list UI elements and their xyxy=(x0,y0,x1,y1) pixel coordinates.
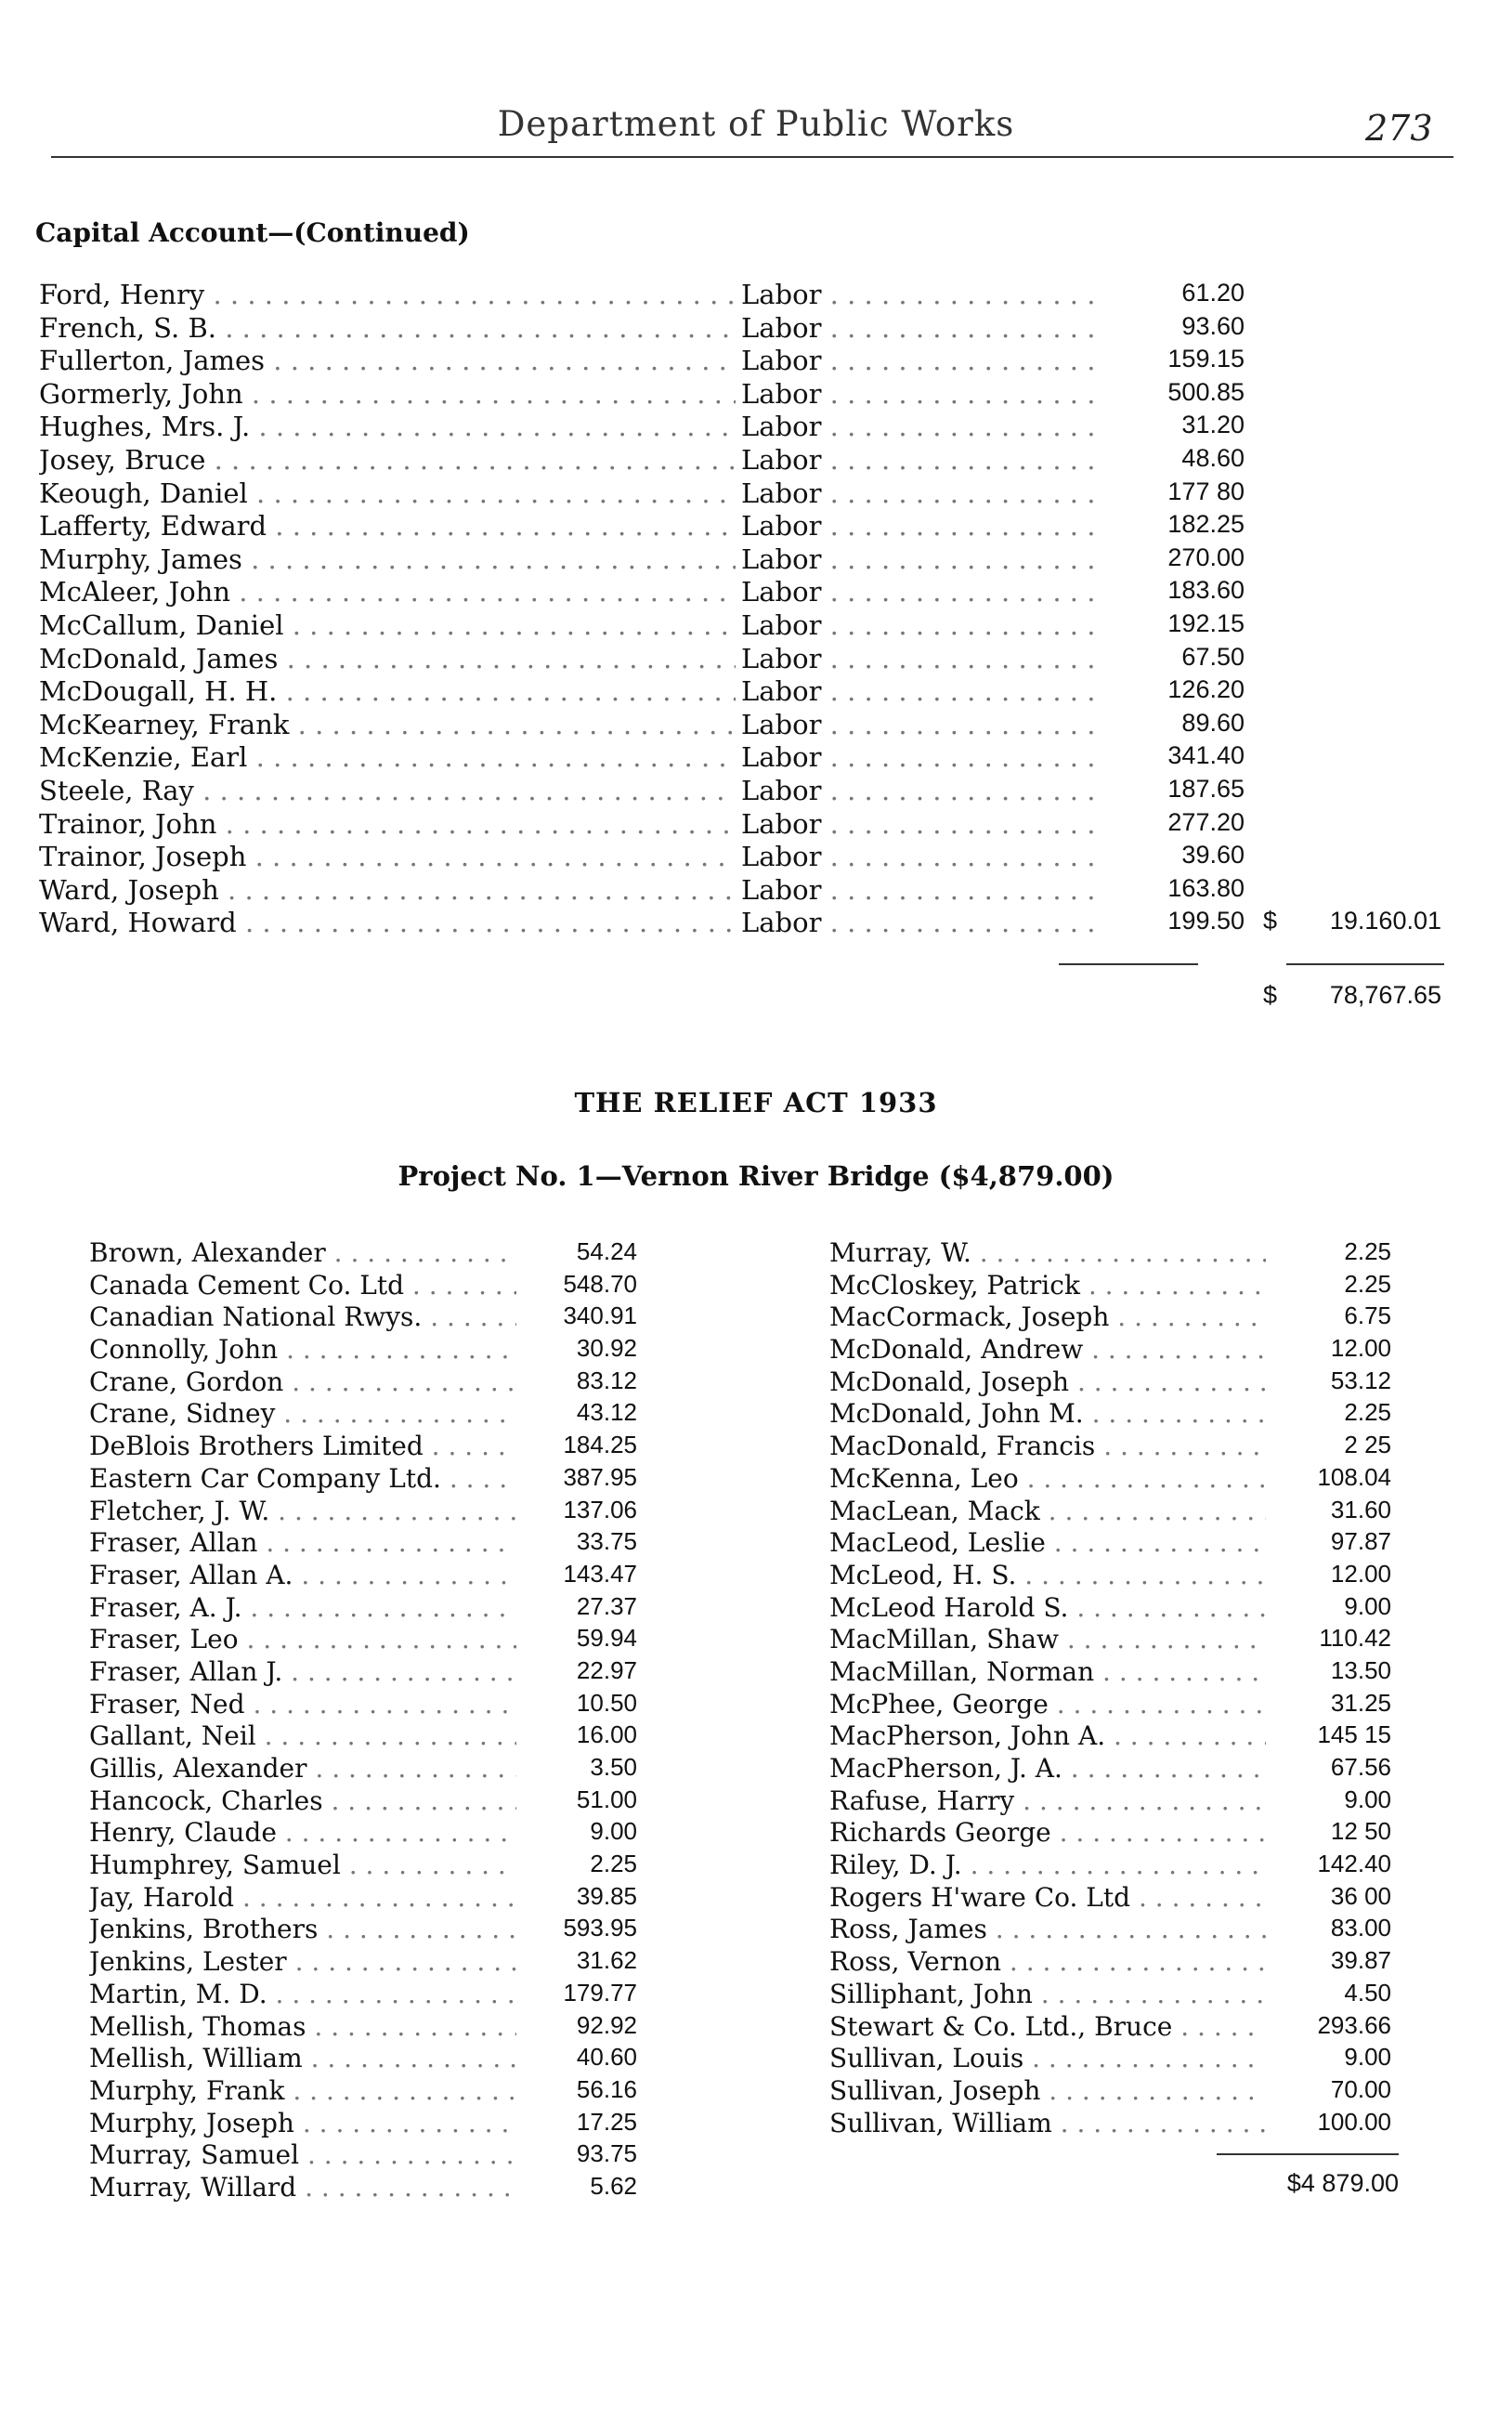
amount: 54.24 xyxy=(576,1237,637,1265)
amount: 110.42 xyxy=(1319,1624,1391,1653)
list-item xyxy=(89,1753,665,1785)
capital-row xyxy=(0,709,1512,742)
list-item xyxy=(89,1366,665,1399)
amount: 30.92 xyxy=(576,1334,637,1363)
amount: 40.60 xyxy=(576,2043,637,2072)
payee-name: MacPherson, John A. . . . xyxy=(829,1720,1266,1751)
payee-name: Murray, Samuel . . . xyxy=(89,2139,516,2170)
total-rule xyxy=(1286,963,1444,965)
payee-name: Mellish, William . . . xyxy=(89,2043,516,2073)
payee-name: Henry, Claude . . . xyxy=(89,1817,516,1848)
list-item xyxy=(89,1689,665,1721)
payee-name: Lafferty, Edward . . . xyxy=(39,510,736,542)
grand-total: 78,767.65 xyxy=(1329,981,1441,1009)
amount: 67.50 xyxy=(1181,642,1245,671)
amount: 39.87 xyxy=(1330,1946,1391,1975)
amount: 593.95 xyxy=(563,1914,637,1942)
list-item xyxy=(829,1301,1405,1334)
payee-name: Keough, Daniel . . . xyxy=(39,477,736,509)
payment-type: Labor . . . xyxy=(741,808,1094,840)
list-item xyxy=(89,1527,665,1560)
capital-row xyxy=(0,609,1512,643)
payee-name: Connolly, John . . . xyxy=(89,1334,516,1365)
amount: 108.04 xyxy=(1317,1462,1391,1491)
payee-name: Sullivan, William . . . xyxy=(829,2108,1266,2138)
amount: 12 50 xyxy=(1330,1817,1391,1846)
amount: 13.50 xyxy=(1330,1655,1391,1684)
payee-name: Trainor, John . . . xyxy=(39,808,736,840)
list-item xyxy=(89,1270,665,1302)
list-item xyxy=(89,1850,665,1882)
amount: 31.60 xyxy=(1330,1495,1391,1523)
payee-name: McKenzie, Earl . . . xyxy=(39,741,736,773)
capital-row xyxy=(0,543,1512,577)
amount: 39.85 xyxy=(576,1881,637,1910)
amount: 548.70 xyxy=(563,1269,637,1298)
amount: 39.60 xyxy=(1181,841,1245,870)
relief-right-column xyxy=(829,1237,1405,2139)
amount: 16.00 xyxy=(576,1720,637,1749)
amount: 22.97 xyxy=(576,1655,637,1684)
amount: 270.00 xyxy=(1167,543,1245,571)
payee-name: Murphy, Frank . . . xyxy=(89,2075,516,2106)
list-item xyxy=(89,2139,665,2172)
payment-type: Labor . . . xyxy=(741,543,1094,575)
payee-name: Ross, James . . . xyxy=(829,1914,1266,1944)
amount: 93.75 xyxy=(576,2139,637,2168)
dollar-sign: $ xyxy=(1263,907,1278,935)
amount: 56.16 xyxy=(576,2074,637,2103)
payee-name: McLeod Harold S. . . . xyxy=(829,1592,1266,1623)
list-item xyxy=(829,1398,1405,1431)
payee-name: Jay, Harold . . . xyxy=(89,1882,516,1913)
capital-account-list xyxy=(0,279,1512,940)
amount: 31.62 xyxy=(576,1946,637,1975)
amount: 9.00 xyxy=(1344,2043,1391,2072)
list-item xyxy=(829,1270,1405,1302)
amount: 70.00 xyxy=(1330,2074,1391,2103)
payee-name: Ford, Henry . . . xyxy=(39,279,736,310)
payee-name: Rafuse, Harry . . . xyxy=(829,1785,1266,1816)
payee-name: MacLeod, Leslie . . . xyxy=(829,1527,1266,1558)
payee-name: MacCormack, Joseph . . . xyxy=(829,1301,1266,1332)
payment-type: Labor . . . xyxy=(741,411,1094,442)
payee-name: McDonald, John M. . . . xyxy=(829,1398,1266,1429)
amount: 3.50 xyxy=(590,1753,637,1781)
payee-name: Josey, Bruce . . . xyxy=(39,444,736,476)
amount: 9.00 xyxy=(590,1817,637,1846)
amount: 177 80 xyxy=(1167,477,1245,505)
payee-name: McKenna, Leo . . . xyxy=(829,1463,1266,1494)
payee-name: McDonald, Joseph . . . xyxy=(829,1366,1266,1397)
amount: 2.25 xyxy=(1344,1398,1391,1427)
payee-name: Fullerton, James . . . xyxy=(39,345,736,376)
payee-name: Ward, Howard . . . xyxy=(39,907,736,938)
payee-name: McDougall, H. H. . . . xyxy=(39,675,736,707)
amount: 93.60 xyxy=(1181,311,1245,340)
payee-name: Ward, Joseph . . . xyxy=(39,874,736,906)
payment-type: Labor . . . xyxy=(741,609,1094,641)
relief-left-column xyxy=(89,1237,665,2204)
amount: 2 25 xyxy=(1344,1431,1391,1459)
amount: 142.40 xyxy=(1317,1850,1391,1878)
amount: 145 15 xyxy=(1317,1720,1391,1749)
payment-type: Labor . . . xyxy=(741,775,1094,806)
amount: 6.75 xyxy=(1344,1301,1391,1330)
payee-name: Murray, W. . . . xyxy=(829,1237,1266,1268)
payee-name: MacMillan, Shaw . . . xyxy=(829,1624,1266,1654)
capital-account-heading: Capital Account—(Continued) xyxy=(35,217,470,248)
payee-name: Rogers H'ware Co. Ltd . . . xyxy=(829,1882,1266,1913)
payee-name: Richards George . . . xyxy=(829,1817,1266,1848)
payee-name: Crane, Gordon . . . xyxy=(89,1366,516,1397)
amount: 183.60 xyxy=(1167,576,1245,605)
amount: 293.66 xyxy=(1317,2010,1391,2039)
capital-row xyxy=(0,907,1512,940)
payment-type: Labor . . . xyxy=(741,675,1094,707)
payee-name: McCloskey, Patrick . . . xyxy=(829,1270,1266,1301)
list-item xyxy=(89,1720,665,1753)
amount: 27.37 xyxy=(576,1591,637,1620)
list-item xyxy=(829,1720,1405,1753)
total-rule xyxy=(1217,2153,1399,2155)
capital-row xyxy=(0,643,1512,676)
payee-name: Ross, Vernon . . . xyxy=(829,1946,1266,1977)
amount: 12.00 xyxy=(1330,1559,1391,1588)
payment-type: Labor . . . xyxy=(741,907,1094,938)
payee-name: Gillis, Alexander . . . xyxy=(89,1753,516,1784)
amount: 10.50 xyxy=(576,1688,637,1717)
list-item xyxy=(89,1882,665,1915)
amount: 2.25 xyxy=(590,1850,637,1878)
payee-name: McLeod, H. S. . . . xyxy=(829,1560,1266,1590)
list-item xyxy=(89,1398,665,1431)
list-item xyxy=(89,2043,665,2075)
amount: 182.25 xyxy=(1167,510,1245,539)
capital-row xyxy=(0,477,1512,511)
amount: 83.00 xyxy=(1330,1914,1391,1942)
payee-name: Fraser, Allan . . . xyxy=(89,1527,516,1558)
amount: 48.60 xyxy=(1181,443,1245,472)
payment-type: Labor . . . xyxy=(741,874,1094,906)
payment-type: Labor . . . xyxy=(741,378,1094,410)
payee-name: DeBlois Brothers Limited . . . xyxy=(89,1431,516,1461)
list-item xyxy=(89,1624,665,1656)
payee-name: Gallant, Neil . . . xyxy=(89,1720,516,1751)
capital-row xyxy=(0,378,1512,412)
list-item xyxy=(829,1656,1405,1689)
amount: 387.95 xyxy=(563,1462,637,1491)
list-item xyxy=(89,1817,665,1850)
payee-name: Fraser, Ned . . . xyxy=(89,1689,516,1719)
amount: 89.60 xyxy=(1181,708,1245,737)
list-item xyxy=(829,1979,1405,2011)
payee-name: Jenkins, Lester . . . xyxy=(89,1946,516,1977)
payee-name: Crane, Sidney . . . xyxy=(89,1398,516,1429)
amount: 17.25 xyxy=(576,2107,637,2136)
payee-name: Hancock, Charles . . . xyxy=(89,1785,516,1816)
list-item xyxy=(89,1946,665,1979)
payment-type: Labor . . . xyxy=(741,741,1094,773)
page-number: 273 xyxy=(1365,108,1433,149)
payee-name: Trainor, Joseph . . . xyxy=(39,841,736,872)
payment-type: Labor . . . xyxy=(741,576,1094,608)
amount: 31.25 xyxy=(1330,1688,1391,1717)
capital-row xyxy=(0,345,1512,378)
list-item xyxy=(829,1334,1405,1366)
payee-name: Hughes, Mrs. J. . . . xyxy=(39,411,736,442)
list-item xyxy=(829,2011,1405,2044)
list-item xyxy=(89,1560,665,1592)
amount: 500.85 xyxy=(1167,377,1245,406)
amount: 126.20 xyxy=(1167,675,1245,704)
list-item xyxy=(89,2075,665,2108)
header-rule xyxy=(51,156,1453,158)
payee-name: MacMillan, Norman . . . xyxy=(829,1656,1266,1687)
amount: 341.40 xyxy=(1167,741,1245,770)
amount: 97.87 xyxy=(1330,1527,1391,1556)
payee-name: Canada Cement Co. Ltd . . . xyxy=(89,1270,516,1301)
list-item xyxy=(89,1656,665,1689)
payee-name: Jenkins, Brothers . . . xyxy=(89,1914,516,1944)
payee-name: Fraser, Allan A. . . . xyxy=(89,1560,516,1590)
capital-row xyxy=(0,808,1512,842)
payment-type: Labor . . . xyxy=(741,709,1094,740)
capital-row xyxy=(0,411,1512,444)
list-item xyxy=(89,1979,665,2011)
payee-name: French, S. B. . . . xyxy=(39,312,736,344)
payee-name: McKearney, Frank . . . xyxy=(39,709,736,740)
amount: 340.91 xyxy=(563,1301,637,1330)
payee-name: Fletcher, J. W. . . . xyxy=(89,1496,516,1526)
capital-row xyxy=(0,775,1512,808)
amount: 143.47 xyxy=(563,1559,637,1588)
total-rule xyxy=(1059,963,1198,965)
list-item xyxy=(829,1496,1405,1528)
payee-name: Eastern Car Company Ltd. . . . xyxy=(89,1463,516,1494)
list-item xyxy=(829,2075,1405,2108)
payee-name: Murray, Willard . . . xyxy=(89,2172,516,2203)
list-item xyxy=(89,1914,665,1946)
payee-name: McDonald, Andrew . . . xyxy=(829,1334,1266,1365)
amount: 36 00 xyxy=(1330,1881,1391,1910)
list-item xyxy=(89,1496,665,1528)
payee-name: Stewart & Co. Ltd., Bruce . . . xyxy=(829,2011,1266,2042)
amount: 187.65 xyxy=(1167,774,1245,803)
list-item xyxy=(89,1785,665,1818)
list-item xyxy=(829,1882,1405,1915)
payee-name: Sullivan, Louis . . . xyxy=(829,2043,1266,2073)
amount: 92.92 xyxy=(576,2010,637,2039)
list-item xyxy=(89,1592,665,1625)
capital-row xyxy=(0,444,1512,477)
list-item xyxy=(89,1237,665,1270)
payee-name: McAleer, John . . . xyxy=(39,576,736,608)
project-title: Project No. 1—Vernon River Bridge ($4,879.00) xyxy=(398,1160,1114,1192)
capital-row xyxy=(0,576,1512,609)
list-item xyxy=(829,1785,1405,1818)
amount: 9.00 xyxy=(1344,1785,1391,1813)
payment-type: Labor . . . xyxy=(741,643,1094,674)
list-item xyxy=(829,1946,1405,1979)
payee-name: Martin, M. D. . . . xyxy=(89,1979,516,2009)
capital-row xyxy=(0,312,1512,346)
list-item xyxy=(89,2108,665,2140)
list-item xyxy=(829,1592,1405,1625)
list-item xyxy=(829,1850,1405,1882)
payment-type: Labor . . . xyxy=(741,510,1094,542)
relief-act-title: THE RELIEF ACT 1933 xyxy=(574,1087,938,1118)
payee-name: Fraser, Leo . . . xyxy=(89,1624,516,1654)
amount: 31.20 xyxy=(1181,411,1245,439)
project-total: $4 879.00 xyxy=(1286,2169,1399,2197)
payment-type: Labor . . . xyxy=(741,444,1094,476)
amount: 100.00 xyxy=(1317,2107,1391,2136)
amount: 192.15 xyxy=(1167,608,1245,637)
payee-name: Sullivan, Joseph . . . xyxy=(829,2075,1266,2106)
list-item xyxy=(829,1914,1405,1946)
list-item xyxy=(829,1689,1405,1721)
payee-name: Murphy, James . . . xyxy=(39,543,736,575)
payee-name: Brown, Alexander . . . xyxy=(89,1237,516,1268)
amount: 163.80 xyxy=(1167,873,1245,902)
list-item xyxy=(89,2011,665,2044)
amount: 199.50 xyxy=(1167,907,1245,935)
payee-name: Fraser, Allan J. . . . xyxy=(89,1656,516,1687)
payment-type: Labor . . . xyxy=(741,841,1094,872)
amount: 53.12 xyxy=(1330,1366,1391,1394)
amount: 12.00 xyxy=(1330,1334,1391,1363)
amount: 137.06 xyxy=(563,1495,637,1523)
list-item xyxy=(89,2172,665,2204)
amount: 184.25 xyxy=(563,1431,637,1459)
payment-type: Labor . . . xyxy=(741,345,1094,376)
payee-name: MacDonald, Francis . . . xyxy=(829,1431,1266,1461)
capital-row xyxy=(0,675,1512,709)
list-item xyxy=(829,1237,1405,1270)
list-item xyxy=(829,1817,1405,1850)
capital-row xyxy=(0,874,1512,908)
list-item xyxy=(829,1753,1405,1785)
capital-row xyxy=(0,510,1512,543)
list-item xyxy=(829,2043,1405,2075)
payee-name: MacPherson, J. A. . . . xyxy=(829,1753,1266,1784)
payment-type: Labor . . . xyxy=(741,477,1094,509)
amount: 2.25 xyxy=(1344,1269,1391,1298)
payee-name: Riley, D. J. . . . xyxy=(829,1850,1266,1880)
list-item xyxy=(829,2108,1405,2140)
payee-name: McCallum, Daniel . . . xyxy=(39,609,736,641)
list-item xyxy=(89,1463,665,1496)
payee-name: Steele, Ray . . . xyxy=(39,775,736,806)
dollar-sign: $ xyxy=(1263,981,1278,1009)
payee-name: MacLean, Mack . . . xyxy=(829,1496,1266,1526)
list-item xyxy=(829,1624,1405,1656)
amount: 5.62 xyxy=(590,2171,637,2200)
list-item xyxy=(89,1301,665,1334)
payment-type: Labor . . . xyxy=(741,312,1094,344)
amount: 67.56 xyxy=(1330,1753,1391,1781)
amount: 59.94 xyxy=(576,1624,637,1653)
list-item xyxy=(829,1463,1405,1496)
amount: 9.00 xyxy=(1344,1591,1391,1620)
list-item xyxy=(829,1527,1405,1560)
list-item xyxy=(829,1366,1405,1399)
payee-name: Humphrey, Samuel . . . xyxy=(89,1850,516,1880)
amount: 83.12 xyxy=(576,1366,637,1394)
amount: 51.00 xyxy=(576,1785,637,1813)
payee-name: Gormerly, John . . . xyxy=(39,378,736,410)
list-item xyxy=(829,1560,1405,1592)
payee-name: Mellish, Thomas . . . xyxy=(89,2011,516,2042)
subtotal: 19.160.01 xyxy=(1329,907,1441,935)
payee-name: Murphy, Joseph . . . xyxy=(89,2108,516,2138)
capital-row xyxy=(0,279,1512,312)
amount: 277.20 xyxy=(1167,807,1245,836)
payee-name: McPhee, George . . . xyxy=(829,1689,1266,1719)
list-item xyxy=(89,1431,665,1463)
payee-name: Canadian National Rwys. . . . xyxy=(89,1301,516,1332)
payee-name: Silliphant, John . . . xyxy=(829,1979,1266,2009)
amount: 179.77 xyxy=(563,1978,637,2007)
page-header-title: Department of Public Works xyxy=(497,104,1015,144)
capital-row xyxy=(0,741,1512,775)
amount: 61.20 xyxy=(1181,279,1245,307)
list-item xyxy=(829,1431,1405,1463)
amount: 4.50 xyxy=(1344,1978,1391,2007)
amount: 43.12 xyxy=(576,1398,637,1427)
capital-row xyxy=(0,841,1512,874)
payment-type: Labor . . . xyxy=(741,279,1094,310)
amount: 2.25 xyxy=(1344,1237,1391,1265)
list-item xyxy=(89,1334,665,1366)
payee-name: Fraser, A. J. . . . xyxy=(89,1592,516,1623)
payee-name: McDonald, James . . . xyxy=(39,643,736,674)
amount: 33.75 xyxy=(576,1527,637,1556)
amount: 159.15 xyxy=(1167,345,1245,373)
